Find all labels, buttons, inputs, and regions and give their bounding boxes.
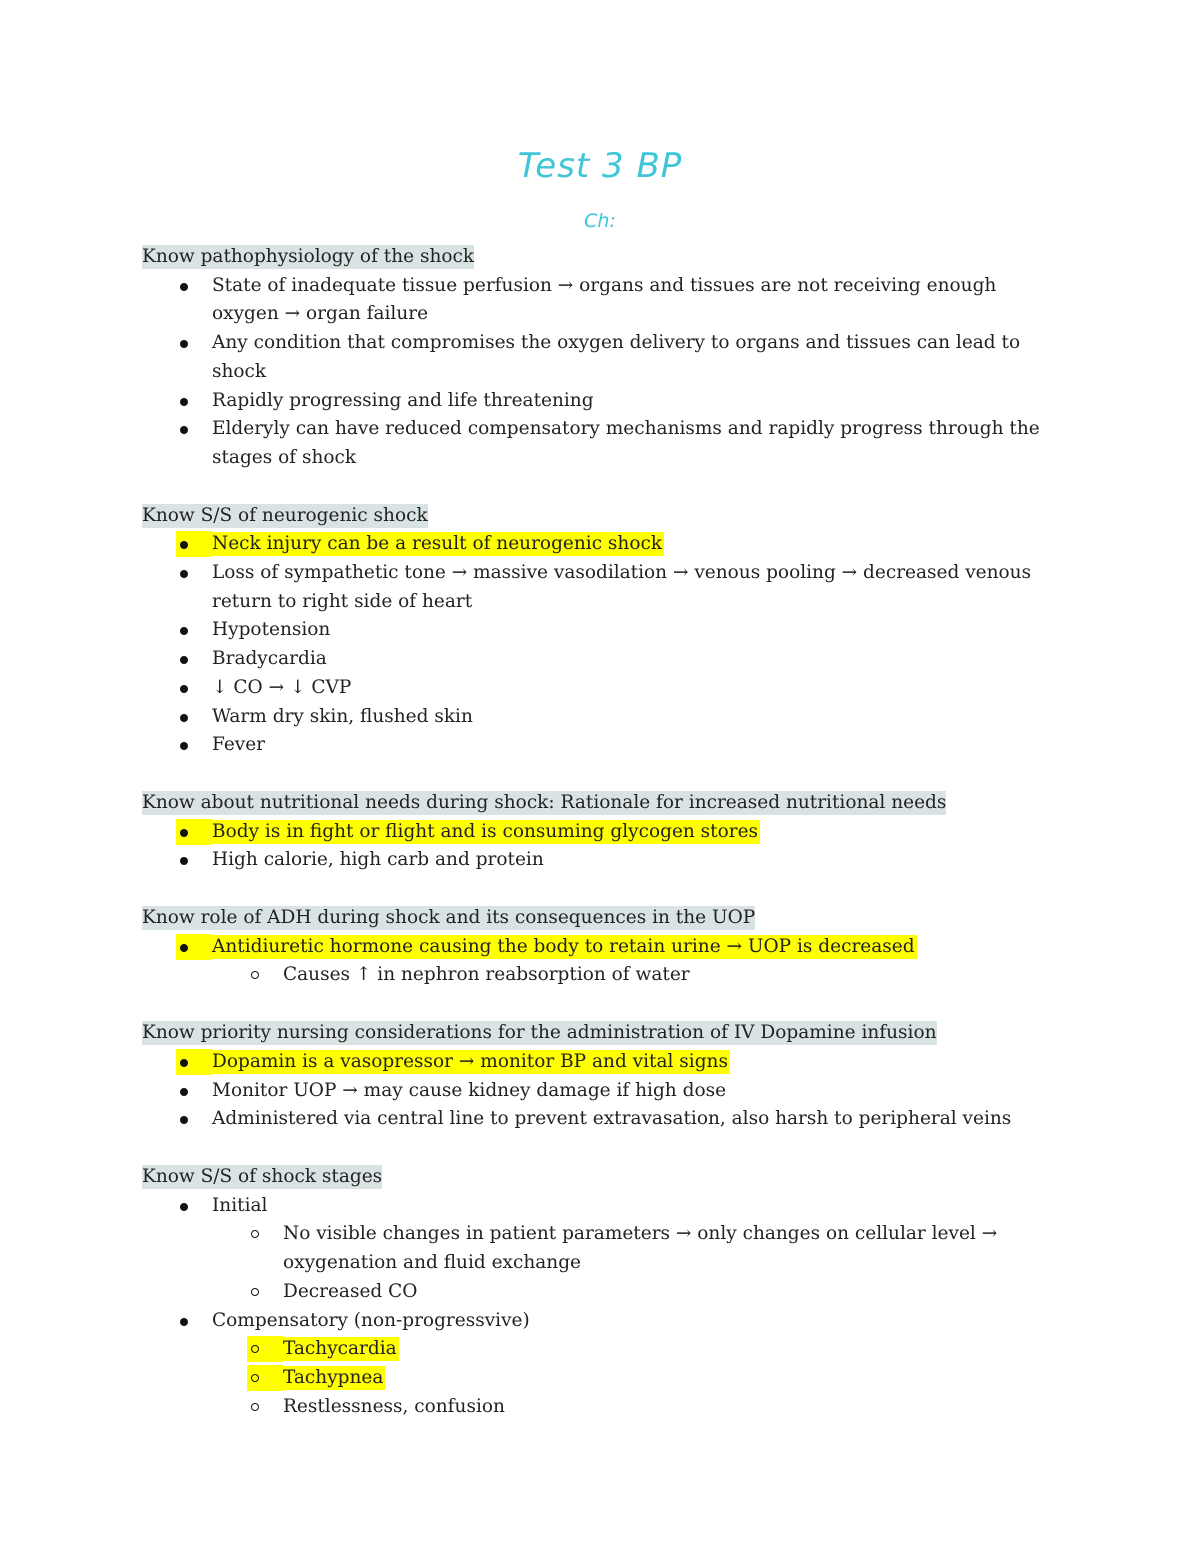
sub-list-item [142, 1393, 1057, 1422]
section-heading [142, 1163, 1057, 1192]
bullet-list [142, 818, 1057, 875]
item-text: Initial [212, 1194, 268, 1216]
bullet-icon [180, 829, 188, 837]
section-heading [142, 502, 1057, 531]
bullet-list [142, 1048, 1057, 1134]
sub-list-item [142, 961, 1057, 990]
bullet-icon [180, 656, 188, 664]
bullet-list [142, 933, 1057, 990]
section-heading [142, 243, 1057, 272]
bullet-icon [180, 742, 188, 750]
highlighted-item-text: Dopamin is a vasopressor → monitor BP and vital signs [212, 1050, 728, 1072]
bullet-icon [180, 1203, 188, 1211]
item-text: Loss of sympathetic tone → massive vasodilation → venous pooling → decreased venous return to right side of heart [212, 562, 1032, 612]
bullet-icon [180, 627, 188, 635]
section-heading-text: Know priority nursing considerations for the administration of IV Dopamine infusion [142, 1022, 937, 1044]
section-heading [142, 904, 1057, 933]
list-item [142, 731, 1057, 760]
bullet-icon [180, 398, 188, 406]
section-heading-text: Know role of ADH during shock and its consequences in the UOP [142, 907, 756, 929]
document-title: Test 3 BP [517, 146, 683, 186]
document-body [142, 243, 1057, 1421]
document-subtitle: Ch: [584, 210, 616, 232]
item-text: High calorie, high carb and protein [212, 849, 544, 871]
list-item [142, 1048, 1057, 1077]
list-item [142, 1077, 1057, 1106]
sub-list-item [142, 1220, 1057, 1277]
list-item [142, 1307, 1057, 1336]
sub-list-item [142, 1335, 1057, 1364]
highlighted-item-text: Antidiuretic hormone causing the body to retain urine → UOP is decreased [212, 935, 915, 957]
section-heading-text: Know pathophysiology of the shock [142, 246, 475, 267]
sub-list-item [142, 1278, 1057, 1307]
bullet-icon [180, 1088, 188, 1096]
highlighted-item-text: Tachycardia [283, 1338, 397, 1360]
item-text: Elderyly can have reduced compensatory mechanisms and rapidly progress through the stages of shock [212, 418, 1040, 468]
list-item [142, 530, 1057, 559]
bullet-icon [180, 1318, 188, 1326]
item-text: Fever [212, 734, 266, 756]
highlighted-item-text: Body is in fight or flight and is consuming glycogen stores [212, 820, 759, 842]
bullet-list [142, 1192, 1057, 1422]
item-text: Hypotension [212, 619, 331, 641]
bullet-icon [180, 1116, 188, 1124]
item-text: Compensatory (non-progressvive) [212, 1309, 530, 1331]
bullet-icon [180, 685, 188, 693]
section-heading-text: Know S/S of neurogenic shock [142, 504, 428, 526]
list-item [142, 645, 1057, 674]
item-text: ↓ CO → ↓ CVP [212, 676, 352, 698]
bullet-icon [180, 340, 188, 348]
list-item [142, 846, 1057, 875]
list-item [142, 559, 1057, 616]
sub-list-item [142, 1364, 1057, 1393]
bullet-icon [180, 570, 188, 578]
item-text: State of inadequate tissue perfusion → organs and tissues are not receiving enough oxygen → organ failure [212, 274, 997, 325]
item-text: Any condition that compromises the oxygen delivery to organs and tissues can lead to shock [212, 332, 1021, 382]
item-text: No visible changes in patient parameters → only changes on cellular level → oxygenation and fluid exchange [283, 1223, 998, 1274]
hollow-bullet-icon [251, 971, 259, 979]
list-item [142, 387, 1057, 416]
highlighted-item-text: Tachypnea [283, 1366, 384, 1388]
item-text: Restlessness, confusion [283, 1395, 505, 1417]
list-item [142, 1105, 1057, 1134]
item-text: Causes ↑ in nephron reabsorption of water [283, 964, 690, 986]
list-item [142, 818, 1057, 847]
item-text: Monitor UOP → may cause kidney damage if high dose [212, 1079, 727, 1101]
hollow-bullet-icon [251, 1288, 259, 1296]
list-item [142, 272, 1057, 329]
bullet-icon [180, 944, 188, 952]
item-text: Administered via central line to prevent extravasation, also harsh to peripheral veins [212, 1108, 1012, 1130]
section-heading-text: Know about nutritional needs during shock: Rationale for increased nutritional needs [142, 791, 947, 813]
list-item [142, 933, 1057, 962]
list-item [142, 329, 1057, 386]
section-heading-text: Know S/S of shock stages [142, 1165, 383, 1187]
bullet-icon [180, 426, 188, 434]
item-text: Rapidly progressing and life threatening [212, 389, 594, 411]
item-text: Decreased CO [283, 1280, 418, 1302]
sub-bullet-list [142, 1220, 1057, 1306]
list-item [142, 703, 1057, 732]
bullet-icon [180, 857, 188, 865]
item-text: Warm dry skin, flushed skin [212, 705, 473, 727]
bullet-list [142, 530, 1057, 760]
list-item [142, 674, 1057, 703]
hollow-bullet-icon [251, 1374, 259, 1382]
item-text: Bradycardia [212, 648, 327, 670]
list-item [142, 415, 1057, 472]
bullet-list [142, 272, 1057, 473]
list-item [142, 1192, 1057, 1221]
section-heading [142, 1019, 1057, 1048]
bullet-icon [180, 714, 188, 722]
list-item [142, 616, 1057, 645]
sub-bullet-list [142, 1335, 1057, 1421]
section-heading [142, 789, 1057, 818]
sub-bullet-list [142, 961, 1057, 990]
hollow-bullet-icon [251, 1403, 259, 1411]
bullet-icon [180, 283, 188, 291]
hollow-bullet-icon [251, 1230, 259, 1238]
highlighted-item-text: Neck injury can be a result of neurogenic shock [212, 533, 663, 555]
bullet-icon [180, 1059, 188, 1067]
